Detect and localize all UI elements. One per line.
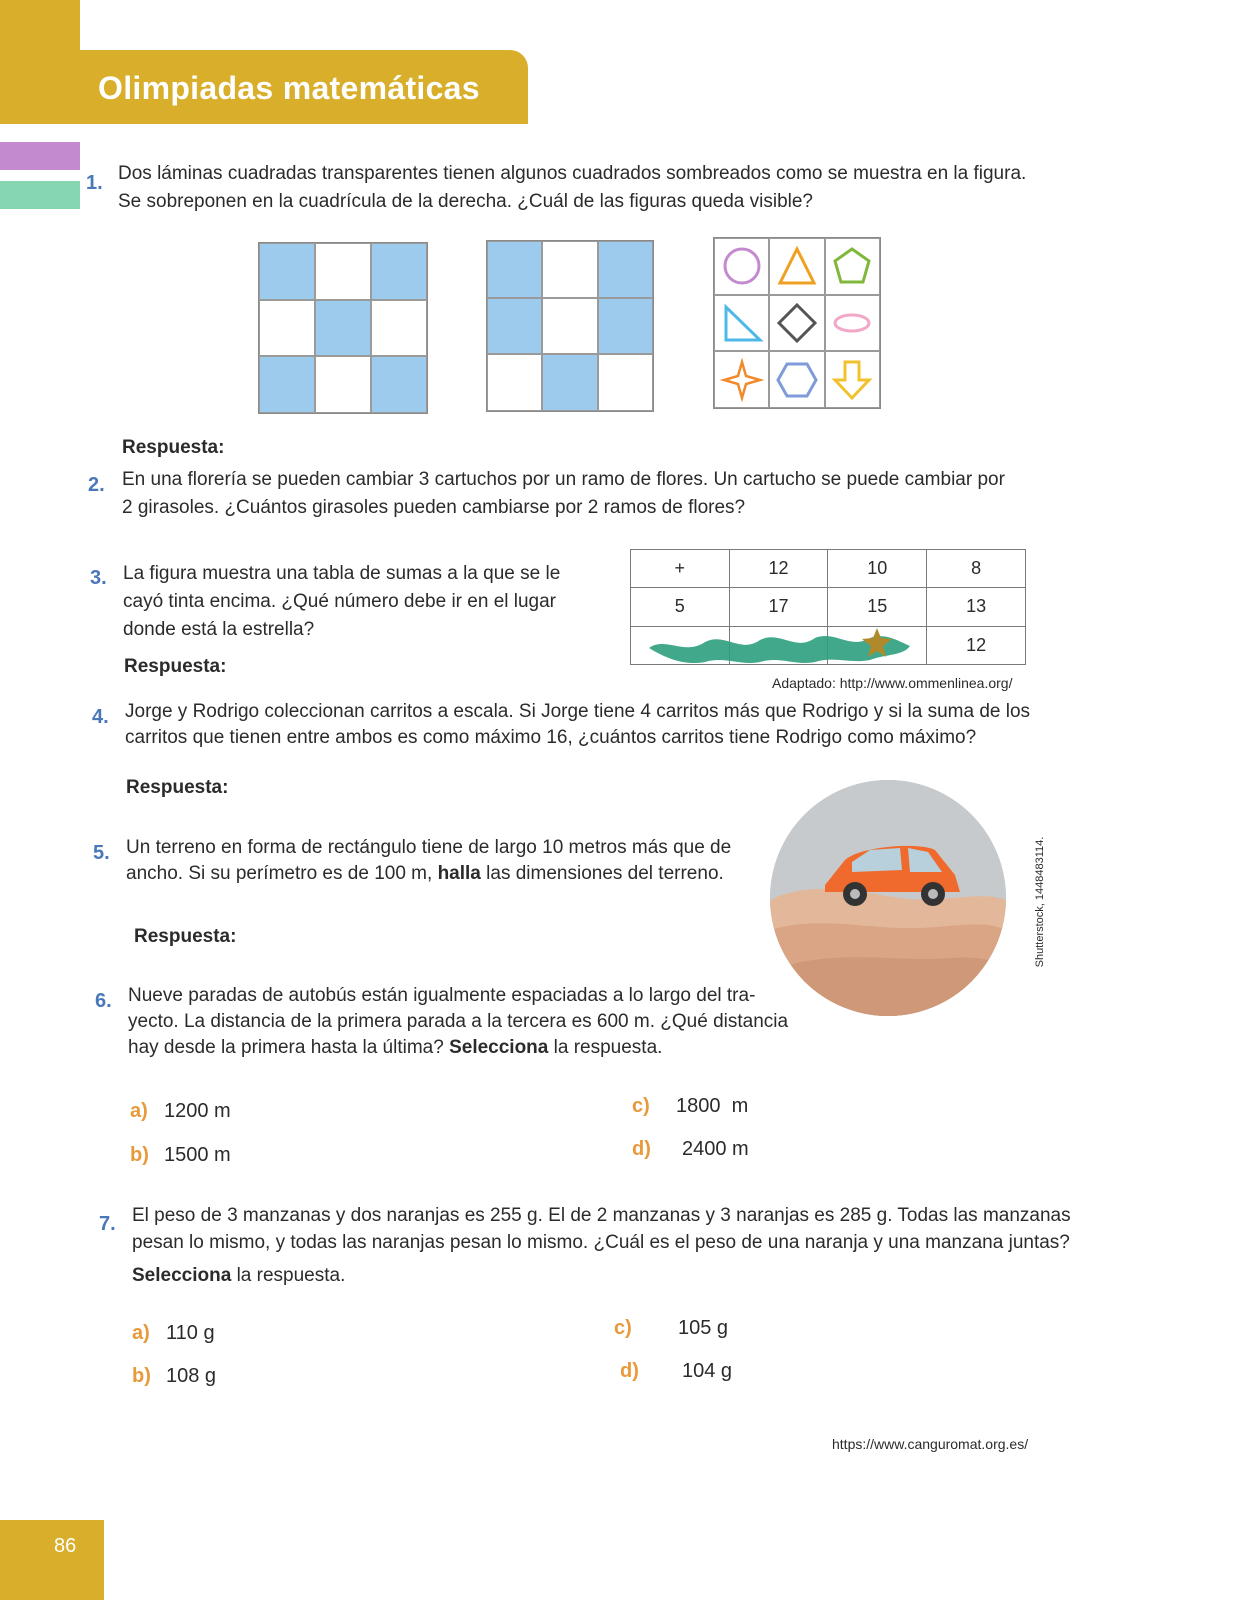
table-cell: 12: [729, 550, 828, 588]
question-2-line-1: En una florería se pueden cambiar 3 cartuchos por un ramo de flores. Un cartucho se puede cambiar por: [122, 469, 1005, 490]
question-1-answer-label: Respuesta:: [122, 437, 225, 458]
shaded-cell: [542, 354, 597, 411]
empty-cell: [315, 356, 371, 413]
question-4-line-2: carritos que tienen entre ambos es como máximo 16, ¿cuántos carritos tiene Rodrigo como máximo?: [125, 727, 977, 748]
table-row: [631, 550, 1026, 588]
table-cell: 10: [828, 550, 927, 588]
diamond-icon: [769, 295, 824, 352]
shaded-cell: [487, 241, 542, 298]
option-letter: d): [632, 1138, 651, 1160]
shaded-cell: [598, 298, 653, 355]
ellipse-icon: [825, 295, 880, 352]
question-7-line-2: pesan lo mismo, y todas las naranjas pesan lo mismo. ¿Cuál es el peso de una naranja y una manzana juntas?: [132, 1232, 1070, 1253]
shaded-cell: [598, 241, 653, 298]
question-3-line-2: cayó tinta encima. ¿Qué número debe ir en el lugar: [123, 591, 557, 612]
question-5-line-1: Un terreno en forma de rectángulo tiene de largo 10 metros más que de: [126, 837, 732, 858]
question-7-line-1: El peso de 3 manzanas y dos naranjas es 255 g. El de 2 manzanas y 3 naranjas es 285 g. Todas las manzanas: [132, 1205, 1071, 1226]
option-value[interactable]: 108 g: [166, 1365, 217, 1387]
question-3-line-1: La figura muestra una tabla de sumas a la que se le: [123, 563, 561, 584]
question-6-line-1: Nueve paradas de autobús están igualmente espaciadas a lo largo del tra-: [128, 985, 756, 1006]
question-7-line-3: [132, 1262, 345, 1290]
page-number: 86: [54, 1535, 77, 1557]
option-letter: a): [132, 1322, 150, 1344]
question-5-number: 5.: [93, 842, 110, 864]
question-3-source: Adaptado: http://www.ommenlinea.org/: [772, 675, 1013, 691]
shaded-cell: [315, 300, 371, 357]
option-letter: b): [130, 1144, 149, 1166]
question-4-answer-label: Respuesta:: [126, 777, 229, 798]
empty-cell: [259, 300, 315, 357]
question-1-number: 1.: [86, 172, 103, 194]
empty-cell: [598, 354, 653, 411]
shaded-cell: [259, 243, 315, 300]
page-title: Olimpiadas matemáticas: [98, 70, 480, 106]
question-5-line-2-pre: ancho. Si su perímetro es de 100 m,: [126, 863, 433, 884]
empty-cell: [315, 243, 371, 300]
question-1-line-1: Dos láminas cuadradas transparentes tienen algunos cuadrados sombreados como se muestra en la figura.: [118, 163, 1027, 184]
question-5-line-2-post: las dimensiones del terreno.: [486, 863, 724, 884]
empty-cell: [542, 241, 597, 298]
hexagon-icon: [769, 351, 824, 408]
right-triangle-icon: [714, 295, 769, 352]
question-7-keyword: Selecciona: [132, 1265, 232, 1286]
shaded-cell: [259, 356, 315, 413]
table-row: [631, 588, 1026, 626]
table-cell: +: [631, 550, 730, 588]
question-2-line-2: 2 girasoles. ¿Cuántos girasoles pueden cambiarse por 2 ramos de flores?: [122, 497, 746, 518]
empty-cell: [487, 354, 542, 411]
table-cell: 15: [828, 588, 927, 626]
shaded-cell: [487, 298, 542, 355]
color-tab-green: [0, 181, 80, 209]
option-value[interactable]: 1200 m: [164, 1100, 231, 1122]
empty-cell: [542, 298, 597, 355]
arrow-down-icon: [825, 351, 880, 408]
question-1-line-2: Se sobreponen en la cuadrícula de la derecha. ¿Cuál de las figuras queda visible?: [118, 191, 814, 212]
pentagon-icon: [825, 238, 880, 295]
star-icon: [860, 626, 894, 660]
car-in-hands-photo: [770, 780, 1006, 1016]
option-value[interactable]: 105 g: [678, 1317, 729, 1339]
question-6-keyword: Selecciona: [449, 1037, 549, 1058]
option-letter: c): [632, 1095, 650, 1117]
question-6-line-3-post: la respuesta.: [553, 1037, 663, 1058]
triangle-icon: [769, 238, 824, 295]
question-5-line-2: [126, 860, 724, 888]
option-value[interactable]: 110 g: [166, 1322, 215, 1344]
option-letter: b): [132, 1365, 151, 1387]
question-6-line-2: yecto. La distancia de la primera parada a la tercera es 600 m. ¿Qué distancia: [128, 1011, 789, 1032]
question-2-number: 2.: [88, 474, 105, 496]
option-value[interactable]: 1800 m: [676, 1095, 749, 1117]
question-6-line-3: [128, 1034, 662, 1062]
table-cell: 13: [927, 588, 1026, 626]
shaded-cell: [371, 356, 427, 413]
question-7-line-3-post: la respuesta.: [236, 1265, 346, 1286]
question-4-number: 4.: [92, 706, 109, 728]
shaded-cell: [371, 243, 427, 300]
option-value[interactable]: 1500 m: [164, 1144, 231, 1166]
transparent-sheet-2: [486, 240, 654, 412]
table-cell: 17: [729, 588, 828, 626]
question-4-line-1: Jorge y Rodrigo coleccionan carritos a escala. Si Jorge tiene 4 carritos más que Rodrigo y si la suma de los: [125, 701, 1031, 722]
question-5-keyword: halla: [437, 863, 481, 884]
shapes-grid: [713, 237, 881, 409]
photo-credit: Shutterstock, 1448483114.: [1034, 836, 1046, 968]
color-tab-pink: [0, 142, 80, 170]
star-icon: [714, 351, 769, 408]
table-cell: 12: [927, 626, 1026, 664]
question-6-line-3-pre: hay desde la primera hasta la última?: [128, 1037, 444, 1058]
option-value[interactable]: 104 g: [682, 1360, 733, 1382]
transparent-sheet-1: [258, 242, 428, 414]
question-7-number: 7.: [99, 1213, 116, 1235]
empty-cell: [371, 300, 427, 357]
question-3-number: 3.: [90, 567, 107, 589]
option-letter: a): [130, 1100, 148, 1122]
table-cell: 8: [927, 550, 1026, 588]
question-3-answer-label: Respuesta:: [124, 656, 227, 677]
question-5-answer-label: Respuesta:: [134, 926, 237, 947]
option-letter: c): [614, 1317, 632, 1339]
option-letter: d): [620, 1360, 639, 1382]
circle-icon: [714, 238, 769, 295]
table-cell: 5: [631, 588, 730, 626]
question-7-source: https://www.canguromat.org.es/: [832, 1436, 1029, 1452]
question-6-number: 6.: [95, 990, 112, 1012]
page-number-block: [0, 1520, 104, 1600]
option-value[interactable]: 2400 m: [682, 1138, 749, 1160]
question-3-line-3: donde está la estrella?: [123, 619, 315, 640]
